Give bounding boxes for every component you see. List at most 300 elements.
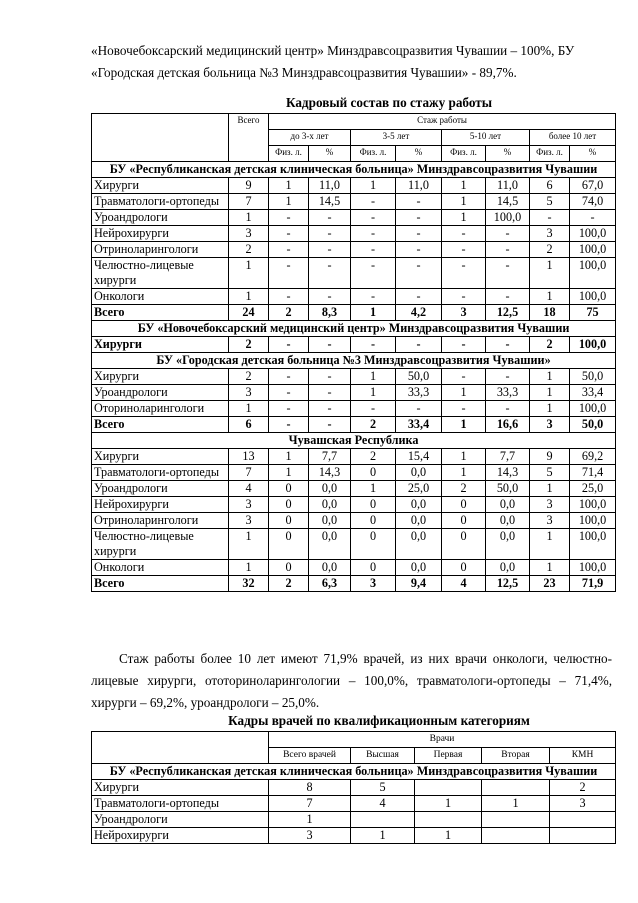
- summary-paragraph: [91, 648, 612, 714]
- value-cell: 0: [269, 529, 309, 560]
- value-cell: -: [269, 401, 309, 417]
- table-row: [92, 449, 616, 465]
- value-cell: 1: [351, 828, 415, 844]
- value-cell: 18: [530, 305, 570, 321]
- value-cell: 71,4: [570, 465, 616, 481]
- value-cell: 0,0: [396, 513, 442, 529]
- value-cell: -: [486, 242, 530, 258]
- value-cell: -: [309, 401, 351, 417]
- value-cell: 100,0: [570, 529, 616, 560]
- table-row: [92, 242, 616, 258]
- value-cell: -: [309, 258, 351, 289]
- value-cell: 7,7: [486, 449, 530, 465]
- table2-header-row-1: [92, 732, 616, 748]
- value-cell: 50,0: [486, 481, 530, 497]
- value-cell: 11,0: [486, 178, 530, 194]
- value-cell: 23: [530, 576, 570, 592]
- value-cell: 2: [229, 337, 269, 353]
- value-cell: 0,0: [396, 529, 442, 560]
- row-label-cell: Хирурги: [92, 337, 229, 353]
- section-title-cell: БУ «Республиканская детская клиническая больница» Минздравсоцразвития Чувашии: [92, 162, 616, 178]
- value-cell: 3: [229, 513, 269, 529]
- value-cell: -: [309, 337, 351, 353]
- value-cell: -: [396, 401, 442, 417]
- value-cell: 1: [415, 828, 482, 844]
- value-cell: 33,4: [396, 417, 442, 433]
- header-sub-cell: %: [396, 146, 442, 162]
- value-cell: -: [351, 242, 396, 258]
- header-blank-cell: [92, 114, 229, 162]
- value-cell: 1: [229, 210, 269, 226]
- value-cell: 1: [415, 796, 482, 812]
- value-cell: -: [269, 417, 309, 433]
- table1-header-row-1: [92, 114, 616, 130]
- value-cell: 14,5: [486, 194, 530, 210]
- value-cell: 1: [482, 796, 550, 812]
- value-cell: 0: [269, 481, 309, 497]
- value-cell: [482, 828, 550, 844]
- value-cell: 3: [229, 497, 269, 513]
- value-cell: -: [396, 194, 442, 210]
- value-cell: 0: [351, 529, 396, 560]
- value-cell: 5: [530, 194, 570, 210]
- header-sub-cell: %: [570, 146, 616, 162]
- value-cell: 0: [442, 560, 486, 576]
- value-cell: -: [309, 226, 351, 242]
- value-cell: 2: [442, 481, 486, 497]
- value-cell: -: [309, 289, 351, 305]
- row-label-cell: Нейрохирурги: [92, 828, 269, 844]
- value-cell: -: [442, 289, 486, 305]
- value-cell: 2: [530, 337, 570, 353]
- value-cell: 4: [442, 576, 486, 592]
- value-cell: 100,0: [570, 226, 616, 242]
- value-cell: 33,3: [486, 385, 530, 401]
- row-label-cell: Уроандрологи: [92, 385, 229, 401]
- value-cell: -: [351, 226, 396, 242]
- value-cell: -: [396, 242, 442, 258]
- value-cell: 100,0: [486, 210, 530, 226]
- value-cell: 0,0: [309, 513, 351, 529]
- table-row: [92, 178, 616, 194]
- row-label-cell: Всего: [92, 576, 229, 592]
- table1-title: Кадровый состав по стажу работы: [285, 95, 493, 110]
- header-col-cell: Первая: [415, 748, 482, 764]
- row-label-cell: Травматологи-ортопеды: [92, 465, 229, 481]
- value-cell: 6: [229, 417, 269, 433]
- table-row: [92, 289, 616, 305]
- value-cell: 1: [442, 385, 486, 401]
- table-row: [92, 812, 616, 828]
- value-cell: 100,0: [570, 242, 616, 258]
- value-cell: 1: [442, 210, 486, 226]
- value-cell: 1: [351, 369, 396, 385]
- value-cell: 0: [351, 513, 396, 529]
- value-cell: 1: [229, 401, 269, 417]
- value-cell: -: [269, 242, 309, 258]
- table-row: [92, 497, 616, 513]
- value-cell: 2: [269, 305, 309, 321]
- value-cell: 24: [229, 305, 269, 321]
- section-title-cell: БУ «Городская детская больница №3 Минздравсоцразвития Чувашии»: [92, 353, 616, 369]
- value-cell: -: [351, 258, 396, 289]
- value-cell: 14,3: [486, 465, 530, 481]
- row-label-cell: Всего: [92, 305, 229, 321]
- value-cell: -: [351, 401, 396, 417]
- row-label-cell: Хирурги: [92, 449, 229, 465]
- value-cell: 1: [530, 529, 570, 560]
- table-row: [92, 226, 616, 242]
- value-cell: 2: [269, 576, 309, 592]
- value-cell: 0: [269, 513, 309, 529]
- value-cell: 3: [229, 385, 269, 401]
- value-cell: 7: [269, 796, 351, 812]
- value-cell: 100,0: [570, 401, 616, 417]
- value-cell: 3: [530, 513, 570, 529]
- table-row: [92, 337, 616, 353]
- value-cell: [351, 812, 415, 828]
- table-row: [92, 258, 616, 289]
- table2-title: Кадры врачей по квалификационным категориям: [228, 713, 530, 728]
- value-cell: 3: [442, 305, 486, 321]
- table-row: [92, 481, 616, 497]
- value-cell: 1: [229, 258, 269, 289]
- value-cell: 0: [269, 497, 309, 513]
- value-cell: 0: [351, 560, 396, 576]
- value-cell: 3: [351, 576, 396, 592]
- value-cell: 100,0: [570, 258, 616, 289]
- section-title-row: [92, 321, 616, 337]
- value-cell: 4: [351, 796, 415, 812]
- value-cell: 11,0: [396, 178, 442, 194]
- value-cell: 8,3: [309, 305, 351, 321]
- value-cell: [550, 828, 616, 844]
- value-cell: 3: [269, 828, 351, 844]
- value-cell: 1: [351, 178, 396, 194]
- value-cell: 1: [269, 449, 309, 465]
- value-cell: 33,4: [570, 385, 616, 401]
- value-cell: 71,9: [570, 576, 616, 592]
- row-label-cell: Отриноларингологи: [92, 242, 229, 258]
- value-cell: 2: [229, 242, 269, 258]
- row-label-cell: Хирурги: [92, 369, 229, 385]
- row-label-cell: Нейрохирурги: [92, 497, 229, 513]
- value-cell: 3: [229, 226, 269, 242]
- summary-text: Стаж работы более 10 лет имеют 71,9% врачей, из них врачи онкологи, челюстно-лицевые хирурги, ототориноларингологии – 100,0%, травматологи-ортопеды – 71,4%, хирурги – 69,2%, уроандрологи – 25,0%.: [91, 651, 612, 710]
- value-cell: 9: [229, 178, 269, 194]
- value-cell: -: [396, 337, 442, 353]
- table-row: [92, 210, 616, 226]
- value-cell: -: [309, 210, 351, 226]
- value-cell: 2: [530, 242, 570, 258]
- value-cell: 13: [229, 449, 269, 465]
- value-cell: -: [442, 242, 486, 258]
- table-row: [92, 465, 616, 481]
- value-cell: 0: [351, 497, 396, 513]
- table-row: [92, 369, 616, 385]
- value-cell: 1: [229, 560, 269, 576]
- value-cell: 0,0: [486, 529, 530, 560]
- value-cell: 1: [442, 194, 486, 210]
- row-label-cell: Онкологи: [92, 289, 229, 305]
- value-cell: 33,3: [396, 385, 442, 401]
- value-cell: -: [396, 289, 442, 305]
- value-cell: -: [351, 194, 396, 210]
- row-label-cell: Хирурги: [92, 780, 269, 796]
- header-group-cell: Стаж работы: [269, 114, 616, 130]
- value-cell: 1: [442, 417, 486, 433]
- value-cell: -: [351, 289, 396, 305]
- value-cell: 1: [530, 258, 570, 289]
- header-period-cell: 5-10 лет: [442, 130, 530, 146]
- value-cell: 9,4: [396, 576, 442, 592]
- value-cell: 1: [351, 305, 396, 321]
- table-row: [92, 780, 616, 796]
- value-cell: 0,0: [309, 560, 351, 576]
- value-cell: 25,0: [570, 481, 616, 497]
- value-cell: -: [442, 258, 486, 289]
- section-title-row: [92, 353, 616, 369]
- value-cell: 1: [442, 465, 486, 481]
- value-cell: 100,0: [570, 497, 616, 513]
- value-cell: 25,0: [396, 481, 442, 497]
- value-cell: 5: [530, 465, 570, 481]
- row-label-cell: Уроандрологи: [92, 481, 229, 497]
- value-cell: 6: [530, 178, 570, 194]
- value-cell: 11,0: [309, 178, 351, 194]
- value-cell: 75: [570, 305, 616, 321]
- value-cell: 0,0: [309, 497, 351, 513]
- table-row: [92, 529, 616, 560]
- value-cell: -: [442, 226, 486, 242]
- value-cell: -: [269, 210, 309, 226]
- value-cell: -: [269, 369, 309, 385]
- header-sub-cell: Физ. л.: [530, 146, 570, 162]
- value-cell: -: [269, 337, 309, 353]
- value-cell: [482, 780, 550, 796]
- header-blank-cell: [92, 732, 269, 764]
- header-sub-cell: %: [309, 146, 351, 162]
- value-cell: -: [396, 210, 442, 226]
- section-title-cell: Чувашская Республика: [92, 433, 616, 449]
- section-title-row: [92, 162, 616, 178]
- row-label-cell: Травматологи-ортопеды: [92, 194, 229, 210]
- header-col-cell: КМН: [550, 748, 616, 764]
- value-cell: 1: [530, 369, 570, 385]
- row-label-cell: Челюстно-лицевые хирурги: [92, 529, 229, 560]
- value-cell: 100,0: [570, 337, 616, 353]
- table-row: [92, 828, 616, 844]
- row-label-cell: Уроандрологи: [92, 812, 269, 828]
- row-label-cell: Нейрохирурги: [92, 226, 229, 242]
- header-group-cell: Врачи: [269, 732, 616, 748]
- qualification-table: [91, 731, 616, 844]
- value-cell: 12,5: [486, 576, 530, 592]
- value-cell: -: [309, 385, 351, 401]
- header-sub-cell: %: [486, 146, 530, 162]
- value-cell: -: [269, 258, 309, 289]
- value-cell: 1: [351, 385, 396, 401]
- table-row: [92, 401, 616, 417]
- header-total-cell: Всего: [229, 114, 269, 162]
- value-cell: -: [351, 210, 396, 226]
- value-cell: 1: [530, 401, 570, 417]
- value-cell: -: [570, 210, 616, 226]
- header-period-cell: до 3-х лет: [269, 130, 351, 146]
- value-cell: -: [309, 369, 351, 385]
- value-cell: -: [269, 289, 309, 305]
- header-col-cell: Всего врачей: [269, 748, 351, 764]
- value-cell: -: [442, 369, 486, 385]
- value-cell: 1: [269, 194, 309, 210]
- value-cell: -: [309, 417, 351, 433]
- value-cell: 50,0: [396, 369, 442, 385]
- value-cell: 1: [530, 385, 570, 401]
- value-cell: -: [396, 226, 442, 242]
- value-cell: -: [309, 242, 351, 258]
- value-cell: 1: [442, 178, 486, 194]
- value-cell: 16,6: [486, 417, 530, 433]
- value-cell: 3: [530, 497, 570, 513]
- value-cell: 50,0: [570, 417, 616, 433]
- value-cell: -: [442, 337, 486, 353]
- value-cell: 3: [550, 796, 616, 812]
- intro-paragraph: [91, 40, 611, 84]
- value-cell: -: [396, 258, 442, 289]
- value-cell: 0,0: [309, 529, 351, 560]
- value-cell: 7,7: [309, 449, 351, 465]
- header-period-cell: 3-5 лет: [351, 130, 442, 146]
- header-col-cell: Вторая: [482, 748, 550, 764]
- value-cell: [550, 812, 616, 828]
- value-cell: 1: [269, 178, 309, 194]
- value-cell: -: [530, 210, 570, 226]
- value-cell: 0: [442, 529, 486, 560]
- value-cell: 67,0: [570, 178, 616, 194]
- value-cell: 0: [442, 513, 486, 529]
- row-label-cell: Онкологи: [92, 560, 229, 576]
- value-cell: [482, 812, 550, 828]
- table-row: [92, 417, 616, 433]
- value-cell: 1: [530, 560, 570, 576]
- value-cell: 9: [530, 449, 570, 465]
- value-cell: 3: [530, 226, 570, 242]
- row-label-cell: Травматологи-ортопеды: [92, 796, 269, 812]
- value-cell: 74,0: [570, 194, 616, 210]
- value-cell: 3: [530, 417, 570, 433]
- row-label-cell: Челюстно-лицевые хирурги: [92, 258, 229, 289]
- header-sub-cell: Физ. л.: [442, 146, 486, 162]
- value-cell: 32: [229, 576, 269, 592]
- value-cell: 1: [530, 481, 570, 497]
- header-sub-cell: Физ. л.: [351, 146, 396, 162]
- table-row: [92, 385, 616, 401]
- value-cell: 1: [351, 481, 396, 497]
- value-cell: 100,0: [570, 289, 616, 305]
- row-label-cell: Всего: [92, 417, 229, 433]
- table-row: [92, 513, 616, 529]
- value-cell: 14,3: [309, 465, 351, 481]
- table-row: [92, 305, 616, 321]
- section-title-row: [92, 764, 616, 780]
- value-cell: -: [486, 369, 530, 385]
- value-cell: -: [486, 401, 530, 417]
- value-cell: 2: [229, 369, 269, 385]
- value-cell: -: [486, 258, 530, 289]
- value-cell: 50,0: [570, 369, 616, 385]
- section-title-cell: БУ «Новочебоксарский медицинский центр» Минздравсоцразвития Чувашии: [92, 321, 616, 337]
- row-label-cell: Отриноларингологи: [92, 513, 229, 529]
- value-cell: 4,2: [396, 305, 442, 321]
- value-cell: 2: [351, 417, 396, 433]
- value-cell: -: [486, 337, 530, 353]
- header-sub-cell: Физ. л.: [269, 146, 309, 162]
- value-cell: 7: [229, 194, 269, 210]
- value-cell: -: [269, 385, 309, 401]
- value-cell: 1: [269, 812, 351, 828]
- value-cell: 0,0: [396, 497, 442, 513]
- value-cell: [415, 780, 482, 796]
- value-cell: 6,3: [309, 576, 351, 592]
- section-title-row: [92, 433, 616, 449]
- value-cell: 0: [442, 497, 486, 513]
- row-label-cell: Хирурги: [92, 178, 229, 194]
- staff-experience-table: [91, 113, 616, 592]
- value-cell: 2: [351, 449, 396, 465]
- value-cell: 100,0: [570, 513, 616, 529]
- value-cell: 12,5: [486, 305, 530, 321]
- value-cell: 15,4: [396, 449, 442, 465]
- header-period-cell: более 10 лет: [530, 130, 616, 146]
- value-cell: 1: [229, 289, 269, 305]
- value-cell: -: [442, 401, 486, 417]
- value-cell: -: [486, 226, 530, 242]
- value-cell: -: [351, 337, 396, 353]
- intro-text: «Новочебоксарский медицинский центр» Минздравсоцразвития Чувашии – 100%, БУ «Городская детская больница №3 Минздравсоцразвития Чувашии» - 89,7%.: [91, 43, 575, 80]
- value-cell: 7: [229, 465, 269, 481]
- value-cell: 1: [530, 289, 570, 305]
- value-cell: 0: [351, 465, 396, 481]
- table-row: [92, 194, 616, 210]
- value-cell: 0,0: [486, 513, 530, 529]
- row-label-cell: Оториноларингологи: [92, 401, 229, 417]
- value-cell: 1: [229, 529, 269, 560]
- table-row: [92, 796, 616, 812]
- value-cell: 2: [550, 780, 616, 796]
- table-row: [92, 560, 616, 576]
- value-cell: 0,0: [486, 497, 530, 513]
- section-title-cell: БУ «Республиканская детская клиническая больница» Минздравсоцразвития Чувашии: [92, 764, 616, 780]
- value-cell: 0,0: [396, 465, 442, 481]
- header-col-cell: Высшая: [351, 748, 415, 764]
- value-cell: 0: [269, 560, 309, 576]
- value-cell: 100,0: [570, 560, 616, 576]
- value-cell: 5: [351, 780, 415, 796]
- value-cell: -: [486, 289, 530, 305]
- row-label-cell: Уроандрологи: [92, 210, 229, 226]
- value-cell: 1: [442, 449, 486, 465]
- value-cell: 0,0: [396, 560, 442, 576]
- value-cell: 1: [269, 465, 309, 481]
- value-cell: 4: [229, 481, 269, 497]
- value-cell: 0,0: [309, 481, 351, 497]
- table-row: [92, 576, 616, 592]
- value-cell: 8: [269, 780, 351, 796]
- value-cell: 0,0: [486, 560, 530, 576]
- value-cell: 14,5: [309, 194, 351, 210]
- value-cell: [415, 812, 482, 828]
- value-cell: -: [269, 226, 309, 242]
